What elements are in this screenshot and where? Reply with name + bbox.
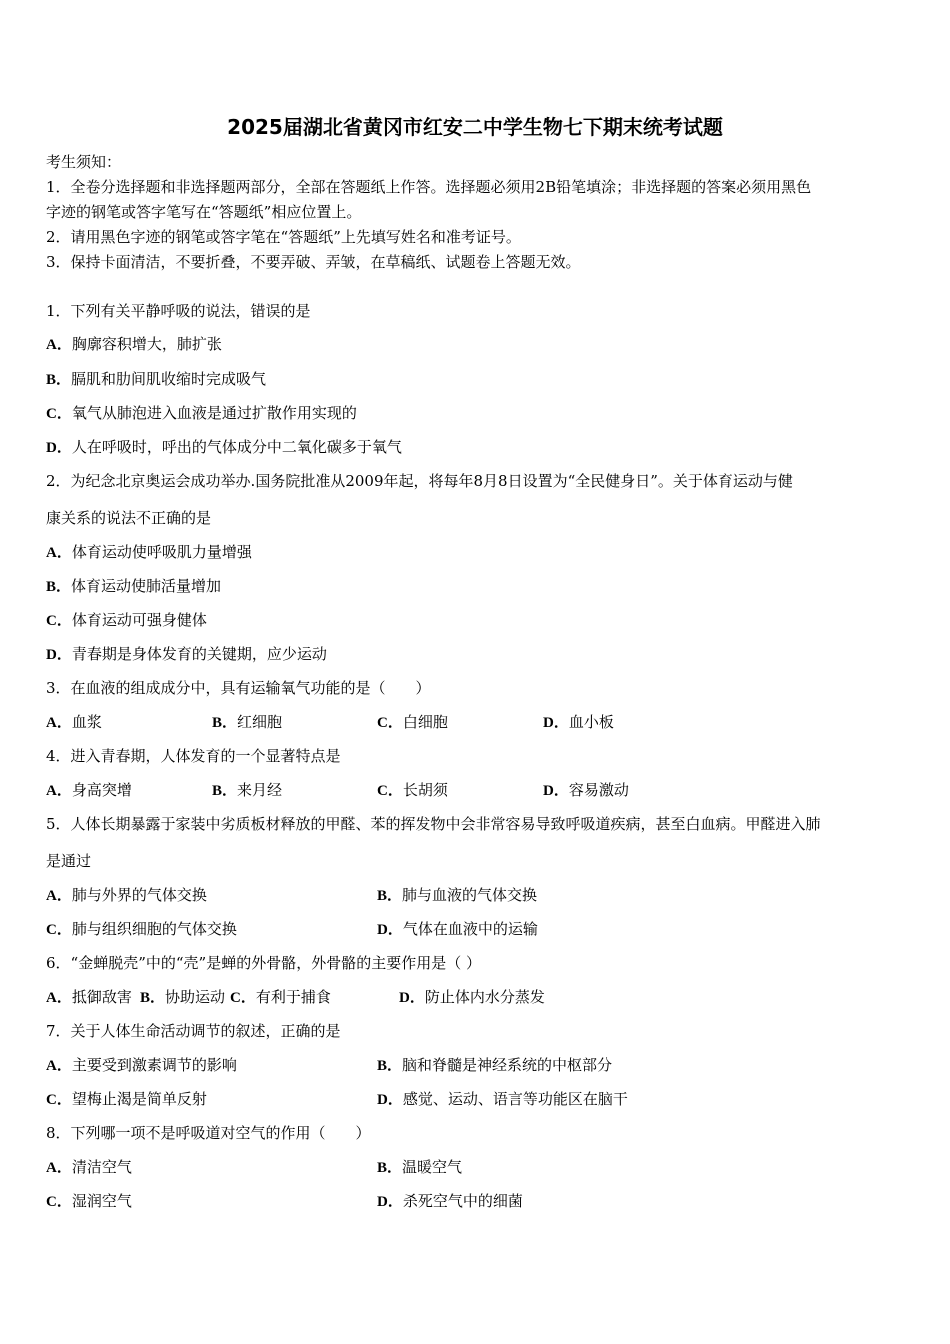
option-text: 氧气从肺泡进入血液是通过扩散作用实现的 [71,404,357,422]
option-text: 胸廓容积增大，肺扩张 [71,335,222,353]
question-1-option-c [46,402,911,423]
option-letter: D． [377,922,403,938]
option-letter: D． [46,440,72,456]
notice-heading: 考生须知： [46,153,122,171]
option-text: 长胡须 [402,781,448,799]
option-letter: C． [46,1092,72,1108]
option-letter: C． [230,990,256,1006]
option-a [46,779,132,800]
option-letter: C． [377,783,403,799]
option-text: 体育运动使肺活量增加 [71,577,222,595]
option-text: 肺与组织细胞的气体交换 [71,920,237,938]
option-letter: B． [212,715,238,731]
option-text: 肺与血液的气体交换 [402,886,538,904]
option-text: 肺与外界的气体交换 [71,886,207,904]
question-7-stem: 7．关于人体生命活动调节的叙述，正确的是 [46,1022,341,1040]
option-text: 感觉、运动、语言等功能区在脑干 [402,1090,628,1108]
option-letter: C． [377,715,403,731]
option-letter: B． [46,372,72,388]
question-6-stem: 6．“金蝉脱壳”中的“壳”是蝉的外骨骼，外骨骼的主要作用是（ ） [46,954,481,972]
option-b [377,884,537,905]
option-letter: B． [377,1160,403,1176]
option-text: 温暖空气 [402,1158,463,1176]
option-letter: A． [46,1160,72,1176]
option-text: 清洁空气 [71,1158,132,1176]
option-text: 来月经 [237,781,283,799]
option-text: 膈肌和肋间肌收缩时完成吸气 [71,370,267,388]
option-text: 气体在血液中的运输 [402,920,538,938]
option-d [377,1088,628,1109]
option-a [46,1054,237,1075]
notice-line: 1．全卷分选择题和非选择题两部分，全部在答题纸上作答。选择题必须用2B铅笔填涂；非选择题的答案必须用黑色 [46,178,812,196]
question-8-stem: 8．下列哪一项不是呼吸道对空气的作用（ ） [46,1124,371,1142]
question-3-stem: 3．在血液的组成成分中，具有运输氧气功能的是（ ） [46,679,431,697]
option-letter: B． [212,783,238,799]
option-letter: A． [46,783,72,799]
question-1-option-d [46,436,911,457]
option-b [140,986,225,1007]
option-text: 人在呼吸时，呼出的气体成分中二氧化碳多于氧气 [71,438,402,456]
option-letter: B． [140,990,166,1006]
option-text: 白细胞 [402,713,448,731]
option-letter: D． [46,647,72,663]
page-title: 2025届湖北省黄冈市红安二中学生物七下期末统考试题 [227,115,723,139]
option-text: 杀死空气中的细菌 [402,1192,523,1210]
option-letter: B． [377,888,403,904]
option-letter: A． [46,990,72,1006]
option-c [46,1190,132,1211]
option-a [46,884,207,905]
option-letter: C． [46,406,72,422]
question-2-stem-continued: 康关系的说法不正确的是 [46,509,212,527]
option-b [212,779,282,800]
option-d [543,711,614,732]
option-text: 血小板 [568,713,614,731]
option-text: 容易激动 [568,781,629,799]
question-4-stem: 4．进入青春期，人体发育的一个显著特点是 [46,747,341,765]
option-c [46,1088,207,1109]
option-a [46,1156,132,1177]
option-letter: D． [543,715,569,731]
option-text: 体育运动使呼吸肌力量增强 [71,543,252,561]
question-2-option-b [46,575,911,596]
option-letter: B． [377,1058,403,1074]
notice-line: 2．请用黑色字迹的钢笔或答字笔在“答题纸”上先填写姓名和准考证号。 [46,228,521,246]
option-letter: C． [46,922,72,938]
option-letter: D． [399,990,425,1006]
option-letter: D． [543,783,569,799]
question-2-option-a [46,541,911,562]
question-2-option-d [46,643,911,664]
exam-notice [46,150,906,275]
option-c [230,986,331,1007]
option-text: 血浆 [71,713,102,731]
option-text: 身高突增 [71,781,132,799]
option-text: 主要受到激素调节的影响 [71,1056,237,1074]
option-c [377,779,448,800]
option-letter: A． [46,1058,72,1074]
question-1-option-b [46,368,911,389]
option-text: 协助运动 [165,988,226,1006]
option-d [377,1190,523,1211]
option-text: 脑和脊髓是神经系统的中枢部分 [402,1056,613,1074]
option-text: 望梅止渴是简单反射 [71,1090,207,1108]
option-letter: A． [46,337,72,353]
question-2-option-c [46,609,911,630]
option-b [377,1156,462,1177]
option-text: 抵御敌害 [71,988,132,1006]
option-text: 体育运动可强身健体 [71,611,207,629]
notice-line: 字迹的钢笔或答字笔写在“答题纸”相应位置上。 [46,203,362,221]
option-letter: C． [46,1194,72,1210]
option-text: 青春期是身体发育的关键期，应少运动 [71,645,327,663]
option-text: 防止体内水分蒸发 [424,988,545,1006]
notice-line: 3．保持卡面清洁，不要折叠，不要弄破、弄皱，在草稿纸、试题卷上答题无效。 [46,253,581,271]
option-text: 有利于捕食 [255,988,331,1006]
option-text: 红细胞 [237,713,283,731]
option-letter: A． [46,715,72,731]
question-1-option-a [46,333,911,354]
option-letter: A． [46,888,72,904]
option-d [543,779,629,800]
option-b [377,1054,612,1075]
option-b [212,711,282,732]
option-letter: B． [46,579,72,595]
option-c [377,711,448,732]
option-d [399,986,545,1007]
option-text: 湿润空气 [71,1192,132,1210]
question-1-stem: 1．下列有关平静呼吸的说法，错误的是 [46,302,311,320]
option-a [46,986,132,1007]
option-a [46,711,102,732]
option-d [377,918,538,939]
question-2-stem: 2．为纪念北京奥运会成功举办.国务院批准从2009年起，将每年8月8日设置为“全民健身日”。关于体育运动与健 [46,472,793,490]
option-c [46,918,237,939]
question-5-stem-continued: 是通过 [46,852,92,870]
option-letter: D． [377,1092,403,1108]
question-5-stem: 5．人体长期暴露于家装中劣质板材释放的甲醛、苯的挥发物中会非常容易导致呼吸道疾病，甚至白血病。甲醛进入肺 [46,815,821,833]
option-letter: D． [377,1194,403,1210]
option-letter: C． [46,613,72,629]
option-letter: A． [46,545,72,561]
